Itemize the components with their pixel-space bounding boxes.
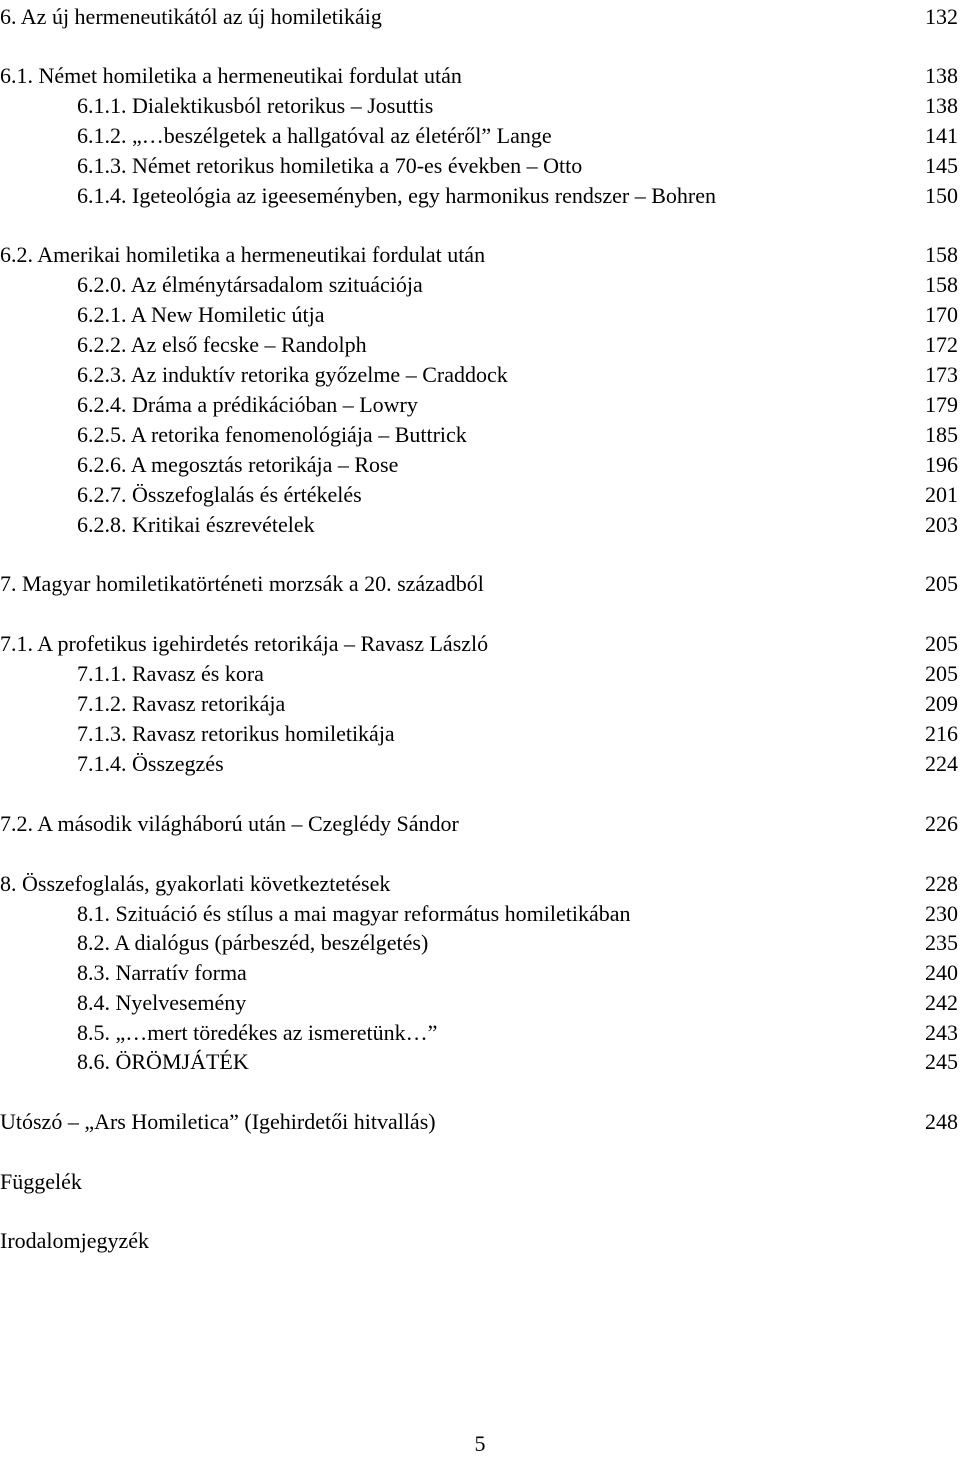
toc-entry-title: 7.1.2. Ravasz retorikája <box>77 691 286 716</box>
toc-entry-page: 141 <box>925 123 958 148</box>
toc-entry-title: 6.1. Német homiletika a hermeneutikai fordulat után <box>0 63 462 88</box>
toc-entry-title: Irodalomjegyzék <box>0 1228 150 1253</box>
toc-entry-title: 7.1.1. Ravasz és kora <box>77 661 264 686</box>
toc-entry-page: 150 <box>925 183 958 208</box>
toc-entry-title: 6.2.0. Az élménytársadalom szituációja <box>77 272 423 297</box>
toc-entry-page: 230 <box>925 901 958 926</box>
toc-entry-title: 8.2. A dialógus (párbeszéd, beszélgetés) <box>77 930 429 955</box>
toc-entry <box>0 1167 958 1197</box>
toc-entry-title: 8. Összefoglalás, gyakorlati következtetések <box>0 871 391 896</box>
toc-entry-page: 132 <box>925 4 958 29</box>
toc-entry <box>0 510 958 540</box>
toc-entry-page: 179 <box>925 392 958 417</box>
toc-entry <box>0 928 958 958</box>
toc-entry-page: 138 <box>925 63 958 88</box>
toc-entry-page: 243 <box>925 1020 958 1045</box>
toc-entry <box>0 1018 958 1048</box>
toc-entry-title: 8.1. Szituáció és stílus a mai magyar református homiletikában <box>77 901 631 926</box>
toc-entry <box>0 390 958 420</box>
toc-entry-page: 203 <box>925 512 958 537</box>
toc-entry-page: 196 <box>925 452 958 477</box>
toc-entry-title: 7.1. A profetikus igehirdetés retorikája – Ravasz László <box>0 631 489 656</box>
toc-entry-page: 201 <box>925 482 958 507</box>
toc-entry <box>0 629 958 659</box>
toc-entry <box>0 450 958 480</box>
toc-entry <box>0 61 958 91</box>
toc-entry <box>0 121 958 151</box>
toc-entry-page: 209 <box>925 691 958 716</box>
toc-entry-title: 6.2.2. Az első fecske – Randolph <box>77 332 367 357</box>
toc-entry <box>0 719 958 749</box>
toc-entry <box>0 659 958 689</box>
toc-entry-title: 6.2.1. A New Homiletic útja <box>77 302 325 327</box>
toc-entry-title: 6.2.4. Dráma a prédikációban – Lowry <box>77 392 418 417</box>
toc-entry-page: 158 <box>925 272 958 297</box>
toc-entry-page: 158 <box>925 242 958 267</box>
toc-entry-title: 6.2.6. A megosztás retorikája – Rose <box>77 452 399 477</box>
toc-entry-title: 6.2.3. Az induktív retorika győzelme – Craddock <box>77 362 508 387</box>
toc-entry-title: 7.2. A második világháború után – Czeglédy Sándor <box>0 811 459 836</box>
toc-entry <box>0 749 958 779</box>
toc-entry <box>0 958 958 988</box>
toc-entry-title: 7. Magyar homiletikatörténeti morzsák a 20. századból <box>0 571 484 596</box>
toc-entry-page: 205 <box>925 631 958 656</box>
toc-entry-title: 6.1.1. Dialektikusból retorikus – Josuttis <box>77 93 434 118</box>
toc-entry-title: 6.2.5. A retorika fenomenológiája – Buttrick <box>77 422 467 447</box>
toc-entry <box>0 151 958 181</box>
toc-entry <box>0 899 958 929</box>
toc-entry-page: 185 <box>925 422 958 447</box>
toc-entry <box>0 91 958 121</box>
toc-entry-title: Utószó – „Ars Homiletica” (Igehirdetői hitvallás) <box>0 1109 436 1134</box>
toc-entry-page: 224 <box>925 751 958 776</box>
toc-entry-title: 6.1.4. Igeteológia az igeeseményben, egy harmonikus rendszer – Bohren <box>77 183 717 208</box>
toc-entry-title: 8.5. „…mert töredékes az ismeretünk…” <box>77 1020 438 1045</box>
toc-entry <box>0 689 958 719</box>
page-number: 5 <box>474 1431 486 1456</box>
toc-entry-page: 138 <box>925 93 958 118</box>
toc-entry-title: 8.3. Narratív forma <box>77 960 247 985</box>
toc-entry-page: 172 <box>925 332 958 357</box>
toc-entry-title: 7.1.3. Ravasz retorikus homiletikája <box>77 721 395 746</box>
toc-entry-title: 6.1.3. Német retorikus homiletika a 70-es években – Otto <box>77 153 583 178</box>
toc-entry-page: 235 <box>925 930 958 955</box>
toc-entry-page: 248 <box>925 1109 958 1134</box>
toc-entry-page: 226 <box>925 811 958 836</box>
toc-entry-page: 205 <box>925 571 958 596</box>
toc-entry-title: 6.2.7. Összefoglalás és értékelés <box>77 482 362 507</box>
toc-entry-page: 240 <box>925 960 958 985</box>
toc-entry-page: 245 <box>925 1049 958 1074</box>
toc-entry <box>0 270 958 300</box>
toc-entry-page: 242 <box>925 990 958 1015</box>
toc-entry <box>0 360 958 390</box>
toc-entry <box>0 300 958 330</box>
toc-entry-page: 170 <box>925 302 958 327</box>
toc-entry <box>0 420 958 450</box>
toc-entry-page: 228 <box>925 871 958 896</box>
toc-entry <box>0 181 958 211</box>
toc-entry-title: Függelék <box>0 1169 82 1194</box>
toc-entry-page: 216 <box>925 721 958 746</box>
toc-entry-title: 8.4. Nyelvesemény <box>77 990 247 1015</box>
toc-entry <box>0 1226 958 1256</box>
toc-entry <box>0 480 958 510</box>
toc-entry <box>0 1047 958 1077</box>
toc-entry-title: 8.6. ÖRÖMJÁTÉK <box>77 1049 249 1074</box>
toc-entry-title: 6.1.2. „…beszélgetek a hallgatóval az életéről” Lange <box>77 123 552 148</box>
toc-entry-title: 6.2. Amerikai homiletika a hermeneutikai fordulat után <box>0 242 486 267</box>
toc-entry <box>0 2 958 32</box>
toc-entry <box>0 1107 958 1137</box>
toc-entry <box>0 869 958 899</box>
toc-entry <box>0 240 958 270</box>
toc-entry <box>0 988 958 1018</box>
toc-entry-title: 7.1.4. Összegzés <box>77 751 224 776</box>
toc-entry-page: 205 <box>925 661 958 686</box>
toc-entry <box>0 809 958 839</box>
toc-entry <box>0 330 958 360</box>
toc-entry-page: 173 <box>925 362 958 387</box>
toc-entry <box>0 569 958 599</box>
toc-entry-title: 6. Az új hermeneutikától az új homiletikáig <box>0 4 382 29</box>
toc-entry-page: 145 <box>925 153 958 178</box>
toc-entry-title: 6.2.8. Kritikai észrevételek <box>77 512 315 537</box>
